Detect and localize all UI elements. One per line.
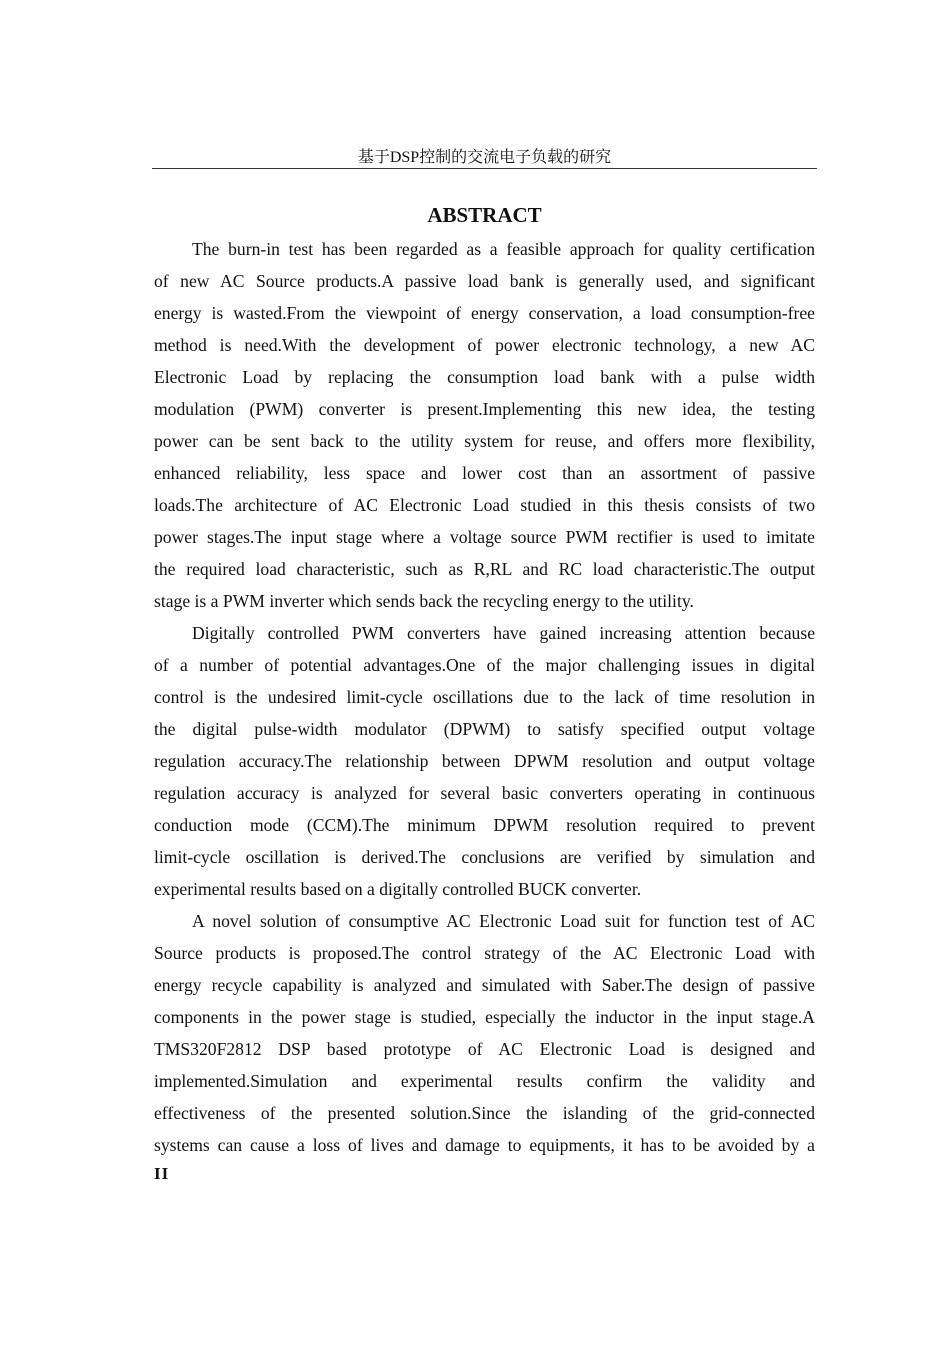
text-line: components in the power stage is studied, especially the inductor in the input stage.A [154,1007,815,1027]
header-rule [152,168,817,169]
text-line: systems can cause a loss of lives and damage to equipments, it has to be avoided by a [154,1135,815,1155]
abstract-title: ABSTRACT [427,203,542,227]
text-line: energy recycle capability is analyzed and simulated with Saber.The design of passive [154,975,815,995]
text-line: experimental results based on a digitally controlled BUCK converter. [154,879,642,899]
text-line: loads.The architecture of AC Electronic Load studied in this thesis consists of two [154,495,815,515]
abstract-body [154,233,815,1161]
text-line: the digital pulse-width modulator (DPWM) to satisfy specified output voltage [154,719,815,739]
paragraph [154,233,815,617]
text-line: method is need.With the development of power electronic technology, a new AC [154,335,815,355]
paragraph [154,617,815,905]
text-line: conduction mode (CCM).The minimum DPWM resolution required to prevent [154,815,815,835]
text-line: control is the undesired limit-cycle oscillations due to the lack of time resolution in [154,687,815,707]
text-line: the required load characteristic, such as R,RL and RC load characteristic.The output [154,559,815,579]
paragraph [154,905,815,1161]
text-line: modulation (PWM) converter is present.Implementing this new idea, the testing [154,399,815,419]
text-line: power stages.The input stage where a voltage source PWM rectifier is used to imitate [154,527,815,547]
text-line: energy is wasted.From the viewpoint of energy conservation, a load consumption-free [154,303,815,323]
text-line: of a number of potential advantages.One of the major challenging issues in digital [154,655,815,675]
text-line: regulation accuracy.The relationship between DPWM resolution and output voltage [154,751,815,771]
text-line: limit-cycle oscillation is derived.The conclusions are verified by simulation and [154,847,815,867]
text-line: regulation accuracy is analyzed for several basic converters operating in continuous [154,783,815,803]
page-number: II [154,1164,170,1183]
text-line: A novel solution of consumptive AC Electronic Load suit for function test of AC [192,911,815,931]
text-line: implemented.Simulation and experimental results confirm the validity and [154,1071,815,1091]
text-line: Digitally controlled PWM converters have gained increasing attention because [192,623,815,643]
text-line: power can be sent back to the utility system for reuse, and offers more flexibility, [154,431,815,451]
text-line: of new AC Source products.A passive load bank is generally used, and significant [154,271,815,291]
text-line: Source products is proposed.The control strategy of the AC Electronic Load with [154,943,815,963]
text-line: The burn-in test has been regarded as a feasible approach for quality certification [192,239,815,259]
text-line: TMS320F2812 DSP based prototype of AC Electronic Load is designed and [154,1039,815,1059]
text-line: Electronic Load by replacing the consumption load bank with a pulse width [154,367,815,387]
text-line: enhanced reliability, less space and lower cost than an assortment of passive [154,463,815,483]
text-line: effectiveness of the presented solution.Since the islanding of the grid-connected [154,1103,815,1123]
text-line: stage is a PWM inverter which sends back the recycling energy to the utility. [154,591,694,611]
running-header: 基于DSP控制的交流电子负载的研究 [357,149,612,166]
